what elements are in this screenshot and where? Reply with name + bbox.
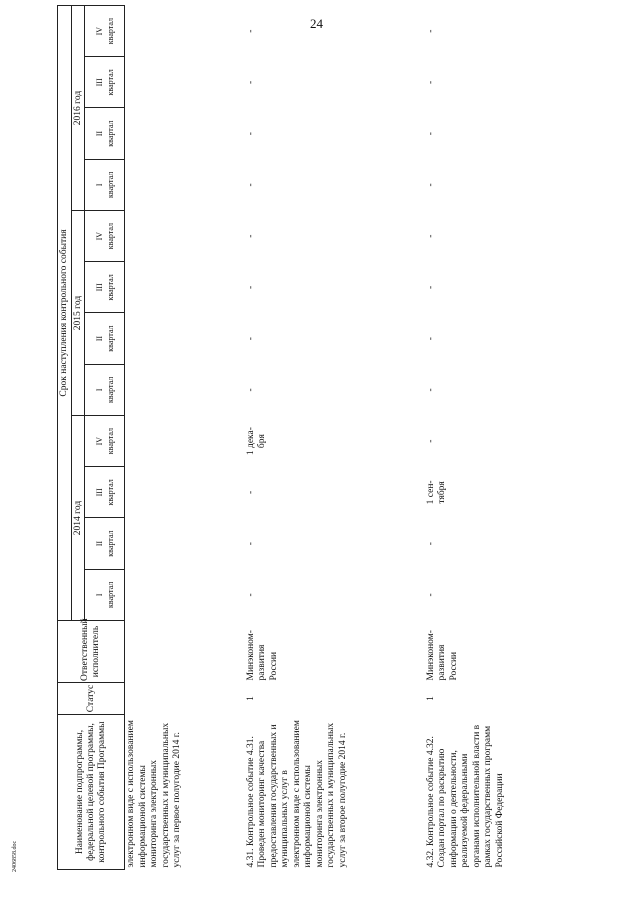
row-executor: Минэконом- развития России bbox=[425, 630, 459, 681]
row-cell: - bbox=[245, 29, 256, 33]
header-year-2015: 2015 год bbox=[72, 211, 85, 416]
header-quarter bbox=[85, 467, 125, 518]
row-cell: - bbox=[245, 132, 256, 136]
quarter-word: квартал bbox=[105, 18, 115, 45]
row-cell bbox=[125, 262, 245, 313]
header-executor: Ответственный исполнитель bbox=[58, 621, 125, 683]
header-quarter bbox=[85, 159, 125, 210]
row-cell: - bbox=[245, 388, 256, 392]
quarter-word: квартал bbox=[105, 325, 115, 352]
row-cell: - bbox=[245, 183, 256, 187]
row-cell: - bbox=[425, 388, 436, 392]
row-name: 4.31. Контрольное событие 4.31. Проведен мониторинг качества предоставления государственных и муниципальных услуг в электронном виде с использованием информационой системы мониторинга электронных государственных и муниципальных услуг за второе полугодие 2014 г. bbox=[245, 720, 348, 868]
row-cell bbox=[125, 569, 245, 620]
row-cell: - bbox=[425, 285, 436, 289]
header-quarter bbox=[85, 364, 125, 415]
quarter-word: квартал bbox=[105, 274, 115, 301]
header-status: Статус bbox=[58, 683, 125, 715]
page-number: 24 bbox=[310, 16, 323, 31]
row-cell bbox=[125, 364, 245, 415]
quarter-word: квартал bbox=[105, 120, 115, 147]
quarter-word: квартал bbox=[105, 69, 115, 96]
row-cell: - bbox=[425, 234, 436, 238]
quarter-number: III bbox=[94, 283, 104, 292]
header-year-2014: 2014 год bbox=[72, 416, 85, 621]
header-quarter bbox=[85, 416, 125, 467]
row-cell: - bbox=[425, 542, 436, 546]
quarter-number: I bbox=[94, 183, 104, 187]
quarter-number: II bbox=[94, 335, 104, 342]
row-cell bbox=[125, 57, 245, 108]
quarter-number: II bbox=[94, 540, 104, 547]
row-status: 1 bbox=[425, 696, 436, 701]
row-cell: - bbox=[245, 542, 256, 546]
row-name: 4.32. Контрольное событие 4.32. Создан портал по раскрытию информации о деятельности, реализуемой федеральными органами исполнительной власти в рамках государственных программ Российской Федерации bbox=[425, 724, 505, 868]
row-status bbox=[125, 683, 245, 715]
row-executor bbox=[125, 621, 245, 683]
row-cell: - bbox=[425, 80, 436, 84]
row-cell bbox=[125, 313, 245, 364]
header-quarter bbox=[85, 569, 125, 620]
header-quarter bbox=[85, 108, 125, 159]
quarter-word: квартал bbox=[105, 428, 115, 455]
row-cell: - bbox=[245, 285, 256, 289]
quarter-number: III bbox=[94, 78, 104, 87]
quarter-number: II bbox=[94, 130, 104, 137]
row-cell: 1 сен- тября bbox=[425, 480, 447, 505]
row-cell: - bbox=[425, 29, 436, 33]
quarter-word: квартал bbox=[105, 479, 115, 506]
control-events-table bbox=[57, 5, 575, 870]
quarter-number: IV bbox=[94, 26, 104, 36]
row-name: электронном виде с использованием информационой системы мониторинга электронных государственных и муниципальных услуг за первое полугодие 2014 г. bbox=[126, 720, 182, 868]
row-cell: - bbox=[245, 234, 256, 238]
row-cell bbox=[125, 211, 245, 262]
row-cell: - bbox=[425, 593, 436, 597]
row-cell: - bbox=[245, 80, 256, 84]
table-row bbox=[245, 6, 425, 870]
row-cell bbox=[125, 518, 245, 569]
row-cell: - bbox=[245, 593, 256, 597]
header-quarter bbox=[85, 313, 125, 364]
quarter-number: III bbox=[94, 488, 104, 497]
header-year-2016: 2016 год bbox=[72, 6, 85, 211]
row-cell bbox=[125, 108, 245, 159]
quarter-number: I bbox=[94, 593, 104, 597]
header-quarter bbox=[85, 57, 125, 108]
header-quarter bbox=[85, 518, 125, 569]
header-quarter bbox=[85, 262, 125, 313]
row-cell bbox=[125, 6, 245, 57]
header-name: Наименование подпрограммы, федеральной целевой программы, контрольного события Программы bbox=[58, 715, 125, 870]
row-cell: - bbox=[245, 337, 256, 341]
row-cell: - bbox=[425, 337, 436, 341]
row-cell: - bbox=[425, 132, 436, 136]
quarter-number: IV bbox=[94, 436, 104, 446]
row-cell bbox=[125, 416, 245, 467]
row-cell bbox=[125, 467, 245, 518]
quarter-word: квартал bbox=[105, 581, 115, 608]
quarter-word: квартал bbox=[105, 530, 115, 557]
header-quarter bbox=[85, 6, 125, 57]
table-row bbox=[425, 6, 575, 870]
document-code: 2406858.doc bbox=[12, 840, 18, 872]
quarter-number: I bbox=[94, 388, 104, 392]
row-status: 1 bbox=[245, 696, 256, 701]
table-row bbox=[125, 6, 245, 870]
header-deadline: Срок наступления контрольного события bbox=[58, 6, 72, 621]
header-quarter bbox=[85, 211, 125, 262]
row-executor: Минэконом- развития России bbox=[245, 630, 279, 681]
row-cell: - bbox=[425, 439, 436, 443]
quarter-word: квартал bbox=[105, 171, 115, 198]
row-cell bbox=[125, 159, 245, 210]
row-cell: 1 дека- бря bbox=[245, 427, 267, 456]
quarter-word: квартал bbox=[105, 376, 115, 403]
row-cell: - bbox=[425, 183, 436, 187]
quarter-word: квартал bbox=[105, 223, 115, 250]
quarter-number: IV bbox=[94, 231, 104, 241]
row-cell: - bbox=[245, 490, 256, 494]
rotated-table-container bbox=[57, 5, 527, 870]
